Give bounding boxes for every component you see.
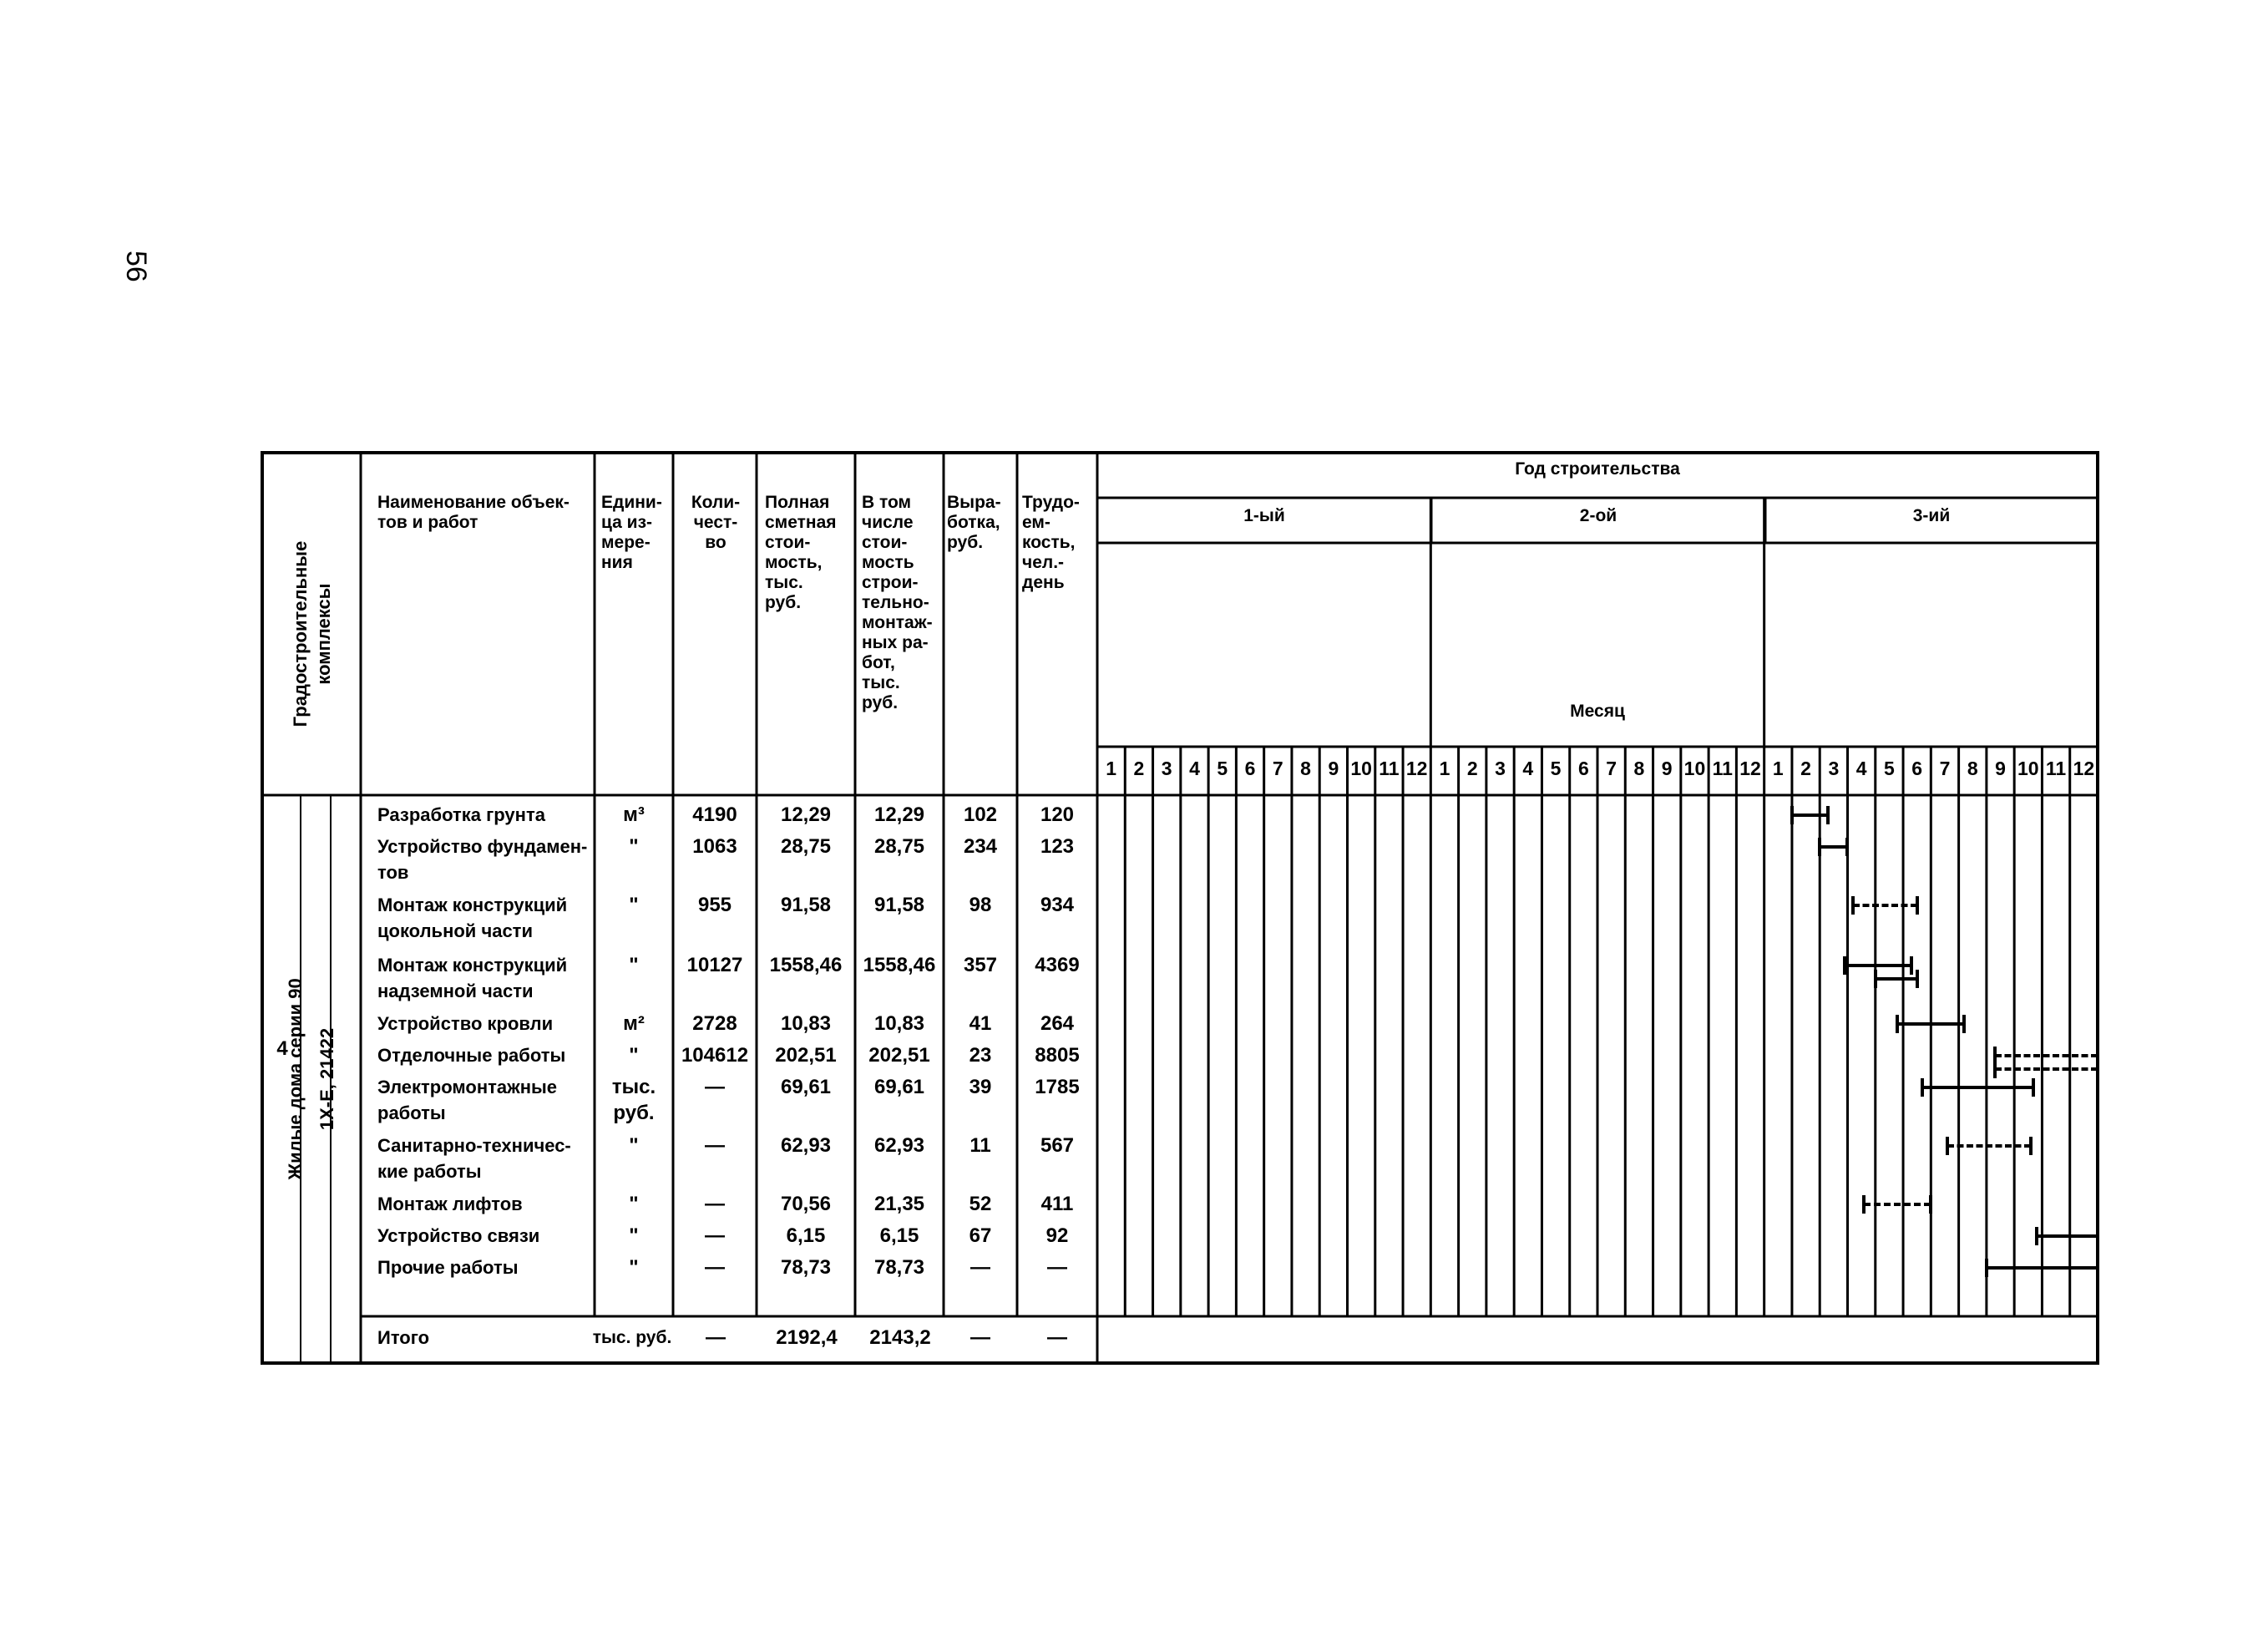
row-qty: 4190 — [692, 803, 737, 826]
row-incl-cost: 78,73 — [873, 1256, 925, 1279]
month-number: 8 — [1967, 758, 1978, 779]
row-name: Прочие работы — [377, 1257, 519, 1278]
month-number: 9 — [1995, 758, 2006, 779]
total-output: — — [970, 1326, 990, 1349]
incl-cost-header: В том числе стои- мость строи- тельно- монтаж- ных ра- бот, тыс. руб. — [862, 493, 933, 712]
row-unit: " — [629, 1193, 639, 1215]
gantt-bar — [1853, 904, 1917, 907]
month-number: 2 — [1466, 758, 1478, 779]
month-number: 7 — [1272, 758, 1283, 779]
row-output: 39 — [969, 1076, 992, 1098]
row-output: 23 — [969, 1044, 992, 1067]
row-full-cost: 6,15 — [786, 1224, 826, 1247]
row-unit: " — [629, 894, 639, 916]
row-incl-cost: 62,93 — [873, 1134, 925, 1157]
gantt-bar — [1792, 814, 1828, 817]
gantt-bar — [1897, 1022, 1964, 1026]
output-header: Выра- ботка, руб. — [947, 493, 1001, 552]
row-qty: — — [705, 1256, 725, 1279]
row-output: 98 — [969, 894, 992, 916]
year-of-construction-header: Год строительства — [1515, 459, 1680, 479]
row-output: 41 — [969, 1012, 992, 1035]
row-name: Электромонтажные работы — [377, 1077, 558, 1123]
month-number: 7 — [1939, 758, 1951, 779]
row-qty: 955 — [697, 894, 732, 916]
row-incl-cost: 21,35 — [873, 1193, 925, 1215]
row-full-cost: 10,83 — [780, 1012, 832, 1035]
row-labor: 123 — [1040, 835, 1075, 858]
row-full-cost: 28,75 — [780, 835, 832, 858]
row-qty: 104612 — [681, 1044, 749, 1067]
gantt-bar — [1820, 845, 1847, 849]
row-name: Устройство фундамен- тов — [377, 836, 588, 883]
row-full-cost: 202,51 — [775, 1044, 837, 1067]
row-unit: " — [629, 1224, 639, 1247]
month-number: 11 — [2045, 758, 2067, 779]
month-number: 3 — [1495, 758, 1506, 779]
row-qty: — — [705, 1134, 725, 1157]
row-labor: 411 — [1040, 1193, 1074, 1215]
row-name: Разработка грунта — [377, 804, 545, 825]
row-name: Санитарно-техничес- кие работы — [377, 1135, 571, 1182]
complex-name: Жилые дома серии 90 — [285, 978, 306, 1180]
complex-number: 4 — [276, 1037, 288, 1060]
row-full-cost: 62,93 — [780, 1134, 832, 1157]
month-number: 4 — [1522, 758, 1534, 779]
month-number: 3 — [1161, 758, 1172, 779]
row-output: 357 — [963, 954, 998, 976]
month-number: 9 — [1328, 758, 1339, 779]
gantt-bar — [1947, 1144, 2031, 1148]
row-unit: " — [629, 1256, 639, 1279]
month-number: 11 — [1379, 758, 1400, 779]
year-2-header: 2-ой — [1579, 506, 1617, 525]
complexes-header-cell — [267, 468, 359, 793]
labor-header: Трудо- ем- кость, чел.- день — [1022, 493, 1080, 592]
gantt-bar — [1876, 977, 1917, 981]
month-number: 10 — [2017, 758, 2039, 779]
row-labor: 934 — [1040, 894, 1075, 916]
row-output: 102 — [963, 803, 998, 826]
month-number: 2 — [1800, 758, 1811, 779]
month-number: 6 — [1911, 758, 1923, 779]
gantt-bar — [1864, 1203, 1931, 1206]
month-number: 3 — [1828, 758, 1840, 779]
month-number: 10 — [1683, 758, 1706, 779]
complexes-header: Градостроительные комплексы — [290, 540, 334, 727]
row-output: 67 — [969, 1224, 992, 1247]
total-label: Итого — [377, 1327, 430, 1348]
gantt-bar — [1995, 1054, 2098, 1057]
row-qty: — — [705, 1193, 725, 1215]
month-number: 1 — [1106, 758, 1117, 779]
complex-series: 1X-E, 21422 — [316, 1027, 337, 1131]
construction-schedule-table — [261, 451, 2099, 1365]
row-unit: м³ — [623, 803, 645, 826]
month-number: 7 — [1606, 758, 1617, 779]
month-number: 8 — [1633, 758, 1645, 779]
unit-header: Едини- ца из- мере- ния — [601, 493, 662, 572]
month-number: 11 — [1712, 758, 1733, 779]
row-unit: " — [629, 954, 639, 976]
row-unit: " — [629, 835, 639, 858]
row-labor: 4369 — [1035, 954, 1080, 976]
row-output: 11 — [969, 1134, 991, 1157]
row-qty: 1063 — [692, 835, 737, 858]
row-unit: " — [629, 1044, 639, 1067]
month-number: 9 — [1661, 758, 1673, 779]
row-full-cost: 69,61 — [780, 1076, 832, 1098]
row-name: Монтаж конструкций цокольной части — [377, 895, 568, 941]
row-incl-cost: 10,83 — [873, 1012, 925, 1035]
name-header: Наименование объек- тов и работ — [377, 493, 570, 532]
row-name: Отделочные работы — [377, 1045, 566, 1066]
row-labor: 92 — [1045, 1224, 1069, 1247]
row-labor: 8805 — [1035, 1044, 1080, 1067]
year-3-header: 3-ий — [1912, 506, 1951, 525]
month-number: 6 — [1244, 758, 1256, 779]
row-incl-cost: 69,61 — [873, 1076, 925, 1098]
total-labor: — — [1047, 1326, 1067, 1349]
row-qty: — — [705, 1076, 725, 1098]
row-output: 52 — [969, 1193, 992, 1215]
row-labor: — — [1047, 1256, 1067, 1279]
row-labor: 1785 — [1035, 1076, 1080, 1098]
row-name: Монтаж конструкций надземной части — [377, 955, 568, 1001]
month-number: 1 — [1439, 758, 1450, 779]
gantt-bar — [2037, 1234, 2098, 1238]
row-labor: 567 — [1040, 1134, 1075, 1157]
month-number: 5 — [1217, 758, 1228, 779]
row-unit: м² — [623, 1012, 645, 1035]
month-number: 1 — [1772, 758, 1784, 779]
row-full-cost: 91,58 — [780, 894, 832, 916]
month-number: 12 — [1405, 758, 1428, 779]
row-incl-cost: 202,51 — [868, 1044, 930, 1067]
month-number: 5 — [1550, 758, 1562, 779]
gantt-bar — [1845, 964, 1911, 967]
full-cost-header: Полная сметная стои- мость, тыс. руб. — [765, 493, 837, 612]
quantity-header: Коли- чест- во — [691, 493, 741, 552]
row-full-cost: 78,73 — [780, 1256, 832, 1279]
total-unit: тыс. руб. — [592, 1328, 672, 1347]
row-unit: " — [629, 1134, 639, 1157]
row-incl-cost: 12,29 — [873, 803, 925, 826]
month-number: 2 — [1133, 758, 1145, 779]
total-incl-cost: 2143,2 — [869, 1326, 931, 1349]
month-number: 5 — [1884, 758, 1895, 779]
row-qty: 2728 — [692, 1012, 737, 1035]
total-full-cost: 2192,4 — [776, 1326, 838, 1349]
row-labor: 264 — [1040, 1012, 1075, 1035]
row-qty: — — [705, 1224, 725, 1247]
page-number: 56 — [120, 251, 152, 282]
month-number: 10 — [1350, 758, 1372, 779]
row-incl-cost: 91,58 — [873, 894, 925, 916]
total-qty: — — [706, 1326, 726, 1349]
row-output: 234 — [963, 835, 998, 858]
month-number: 4 — [1189, 758, 1200, 779]
month-number: 12 — [2073, 758, 2095, 779]
row-unit: тыс. руб. — [611, 1076, 656, 1124]
row-name: Монтаж лифтов — [377, 1194, 523, 1214]
month-number: 6 — [1577, 758, 1589, 779]
year-1-header: 1-ый — [1243, 506, 1285, 525]
row-labor: 120 — [1040, 803, 1075, 826]
row-output: — — [970, 1256, 990, 1279]
row-incl-cost: 28,75 — [873, 835, 925, 858]
gantt-bar — [1922, 1086, 2033, 1089]
row-full-cost: 12,29 — [780, 803, 832, 826]
row-full-cost: 70,56 — [780, 1193, 832, 1215]
row-incl-cost: 6,15 — [879, 1224, 919, 1247]
month-number: 12 — [1739, 758, 1761, 779]
row-full-cost: 1558,46 — [769, 954, 843, 976]
gantt-bar — [1995, 1067, 2098, 1071]
row-qty: 10127 — [686, 954, 743, 976]
month-number: 8 — [1300, 758, 1311, 779]
row-incl-cost: 1558,46 — [863, 954, 936, 976]
row-name: Устройство кровли — [377, 1013, 554, 1034]
gantt-bar — [1987, 1266, 2098, 1270]
row-name: Устройство связи — [377, 1225, 540, 1246]
month-number: 4 — [1855, 758, 1867, 779]
month-header: Месяц — [1570, 702, 1625, 721]
